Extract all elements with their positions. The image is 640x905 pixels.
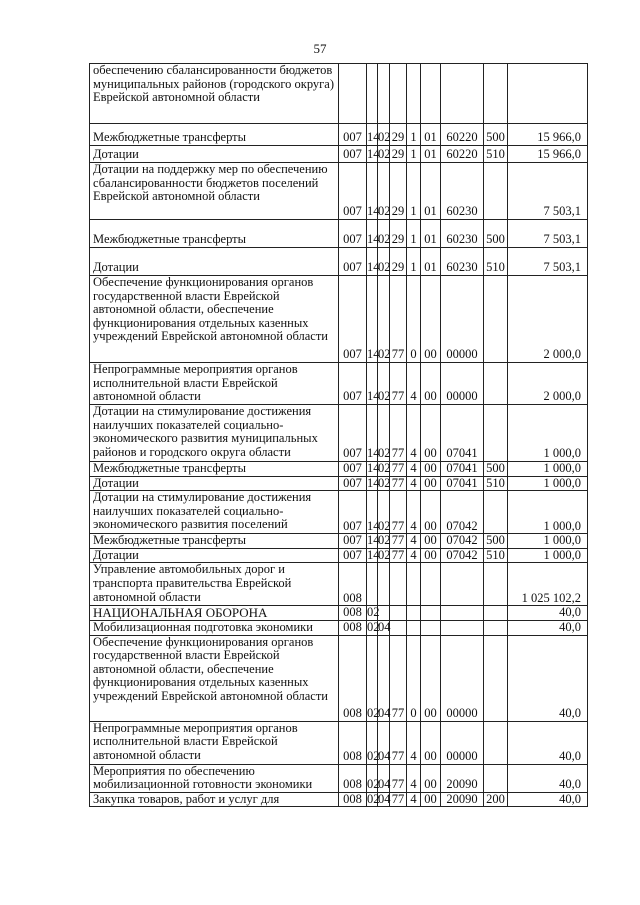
expense-name-cell: Мероприятия по обеспечению мобилизационной готовности экономики	[90, 764, 339, 792]
amount-cell: 40,0	[508, 620, 588, 635]
section-code-cell: 14	[367, 163, 378, 220]
expense-name-cell: Межбюджетные трансферты	[90, 124, 339, 146]
expense-name-cell: обеспечению сбалансированности бюджетов муниципальных районов (городского округа) Еврейской автономной области	[90, 64, 339, 124]
expense-name-cell: Обеспечение функционирования органов государственной власти Еврейской автономной области, обеспечение функционирования отдельных казенных учреждений Еврейской автономной области	[90, 276, 339, 363]
subprogram-code-cell: 4	[407, 491, 421, 534]
subsection-code-cell: 02	[378, 248, 390, 276]
direction-code-cell: 00000	[441, 363, 484, 405]
section-code-cell: 14	[367, 363, 378, 405]
table-row	[90, 792, 588, 807]
table-row	[90, 764, 588, 792]
program-code-cell: 77	[390, 476, 407, 491]
group-code-cell: 007	[339, 548, 367, 563]
section-code-cell: 02	[367, 605, 380, 620]
expense-name-cell: Межбюджетные трансферты	[90, 220, 339, 248]
expense-type-cell	[484, 405, 508, 462]
expense-name-cell: Закупка товаров, работ и услуг для	[90, 792, 339, 807]
expense-type-cell	[484, 163, 508, 220]
program-code-cell: 77	[390, 721, 407, 764]
subprogram-code-cell	[407, 64, 421, 124]
direction-code-cell: 07042	[441, 534, 484, 549]
activity-code-cell: 00	[421, 476, 441, 491]
section-code-cell	[367, 64, 378, 124]
activity-code-cell: 00	[421, 792, 441, 807]
subsection-code-cell: 02	[378, 163, 390, 220]
section-code-cell: 02	[367, 721, 378, 764]
direction-code-cell: 60220	[441, 124, 484, 146]
program-code-cell: 77	[390, 635, 407, 721]
table-row	[90, 548, 588, 563]
section-code-cell: 14	[367, 533, 380, 548]
subprogram-code-cell: 4	[407, 405, 421, 462]
table-row	[90, 64, 588, 124]
subprogram-code-cell	[407, 606, 421, 621]
group-code-cell: 008	[339, 563, 367, 606]
activity-code-cell: 00	[421, 764, 441, 792]
expense-type-cell	[484, 764, 508, 792]
group-code-cell: 007	[339, 462, 367, 477]
program-code-cell	[390, 606, 407, 621]
section-code-cell: 14	[367, 147, 380, 162]
subprogram-code-cell: 0	[407, 276, 421, 363]
section-code-cell: 14	[367, 491, 378, 534]
program-code-cell: 77	[390, 405, 407, 462]
direction-code-cell: 07041	[441, 405, 484, 462]
subprogram-code-cell: 1	[407, 248, 421, 276]
subprogram-code-cell: 4	[407, 792, 421, 807]
activity-code-cell: 00	[421, 534, 441, 549]
subsection-code-cell: 04	[378, 721, 390, 764]
table-row	[90, 363, 588, 405]
activity-code-cell: 00	[421, 721, 441, 764]
group-code-cell: 007	[339, 534, 367, 549]
program-code-cell	[390, 620, 407, 635]
amount-cell: 2 000,0	[508, 276, 588, 363]
activity-code-cell: 01	[421, 163, 441, 220]
direction-code-cell: 00000	[441, 721, 484, 764]
table-row	[90, 721, 588, 764]
section-code-cell: 14	[367, 405, 378, 462]
amount-cell: 1 000,0	[508, 405, 588, 462]
expense-type-cell	[484, 363, 508, 405]
expense-name-cell: Дотации на стимулирование достижения наилучших показателей социально-экономического развития муниципальных районов и городского округа области	[90, 405, 339, 462]
expense-type-cell: 500	[484, 462, 508, 477]
section-code-cell	[367, 563, 378, 606]
table-row	[90, 405, 588, 462]
section-code-cell: 14	[367, 461, 380, 475]
program-code-cell: 29	[390, 163, 407, 220]
program-code-cell	[390, 64, 407, 124]
expense-type-cell: 500	[484, 220, 508, 248]
program-code-cell: 29	[390, 124, 407, 146]
subsection-code-cell: 02	[378, 147, 391, 162]
program-code-cell: 77	[390, 276, 407, 363]
group-code-cell: 008	[339, 721, 367, 764]
direction-code-cell	[441, 64, 484, 124]
activity-code-cell: 00	[421, 363, 441, 405]
subprogram-code-cell: 4	[407, 721, 421, 764]
expense-name-cell: Мобилизационная подготовка экономики	[90, 620, 339, 635]
direction-code-cell: 00000	[441, 635, 484, 721]
table-row	[90, 635, 588, 721]
table-row	[90, 491, 588, 534]
direction-code-cell: 60230	[441, 163, 484, 220]
group-code-cell: 007	[339, 363, 367, 405]
amount-cell	[508, 64, 588, 124]
subsection-code-cell: 02	[378, 220, 390, 248]
expense-type-cell	[484, 606, 508, 621]
expense-name-cell: Дотации на поддержку мер по обеспечению сбалансированности бюджетов поселений Еврейской автономной области	[90, 163, 339, 220]
group-code-cell: 007	[339, 491, 367, 534]
program-code-cell: 77	[390, 548, 407, 563]
expense-name-cell: Межбюджетные трансферты	[90, 462, 339, 477]
direction-code-cell: 00000	[441, 276, 484, 363]
expense-type-cell: 500	[484, 124, 508, 146]
subsection-code-cell	[378, 64, 390, 124]
amount-cell: 40,0	[508, 764, 588, 792]
expense-type-cell	[484, 491, 508, 534]
table-row	[90, 476, 588, 491]
section-code-cell: 14	[367, 547, 380, 562]
amount-cell: 15 966,0	[508, 124, 588, 146]
subsection-code-cell: 04	[378, 764, 390, 792]
group-code-cell: 007	[339, 124, 367, 146]
amount-cell: 1 000,0	[508, 491, 588, 534]
amount-cell: 40,0	[508, 721, 588, 764]
section-code-cell: 02	[367, 791, 380, 806]
expense-type-cell	[484, 563, 508, 606]
amount-cell: 7 503,1	[508, 220, 588, 248]
expense-type-cell: 200	[484, 792, 508, 807]
table-row	[90, 146, 588, 163]
group-code-cell	[339, 64, 367, 124]
subprogram-code-cell: 4	[407, 462, 421, 477]
amount-cell: 15 966,0	[508, 146, 588, 163]
group-code-cell: 008	[339, 606, 367, 621]
direction-code-cell: 07041	[441, 476, 484, 491]
table-row	[90, 563, 588, 606]
group-code-cell: 008	[339, 620, 367, 635]
program-code-cell: 77	[390, 462, 407, 477]
program-code-cell: 29	[390, 248, 407, 276]
subsection-code-cell: 02	[378, 533, 391, 548]
amount-cell: 40,0	[508, 606, 588, 621]
activity-code-cell	[421, 620, 441, 635]
group-code-cell: 008	[339, 792, 367, 807]
program-code-cell	[390, 563, 407, 606]
amount-cell: 2 000,0	[508, 363, 588, 405]
section-code-cell: 14	[367, 124, 378, 146]
program-code-cell: 77	[390, 491, 407, 534]
amount-cell: 1 000,0	[508, 548, 588, 563]
section-code-cell: 14	[367, 475, 380, 490]
expense-type-cell: 510	[484, 548, 508, 563]
activity-code-cell	[421, 64, 441, 124]
activity-code-cell	[421, 563, 441, 606]
program-code-cell: 77	[390, 534, 407, 549]
subprogram-code-cell: 4	[407, 534, 421, 549]
expense-type-cell	[484, 635, 508, 721]
direction-code-cell: 20090	[441, 792, 484, 807]
section-code-cell: 02	[367, 635, 378, 721]
activity-code-cell: 01	[421, 220, 441, 248]
activity-code-cell: 00	[421, 276, 441, 363]
expense-type-cell	[484, 721, 508, 764]
direction-code-cell: 60230	[441, 220, 484, 248]
direction-code-cell: 07042	[441, 491, 484, 534]
expense-name-cell: Управление автомобильных дорог и транспорта правительства Еврейской автономной области	[90, 563, 339, 606]
group-code-cell: 007	[339, 146, 367, 163]
amount-cell: 7 503,1	[508, 248, 588, 276]
subsection-code-cell: 02	[378, 405, 390, 462]
amount-cell: 1 000,0	[508, 476, 588, 491]
subprogram-code-cell: 0	[407, 635, 421, 721]
direction-code-cell: 07042	[441, 548, 484, 563]
subsection-code-cell: 04	[378, 635, 390, 721]
direction-code-cell: 07041	[441, 462, 484, 477]
table-row	[90, 462, 588, 477]
activity-code-cell: 00	[421, 548, 441, 563]
expense-type-cell	[484, 276, 508, 363]
group-code-cell: 007	[339, 405, 367, 462]
amount-cell: 1 025 102,2	[508, 563, 588, 606]
amount-cell: 7 503,1	[508, 163, 588, 220]
table-row	[90, 620, 588, 635]
subprogram-code-cell: 1	[407, 124, 421, 146]
subprogram-code-cell: 4	[407, 363, 421, 405]
section-code-cell: 02	[367, 764, 378, 792]
program-code-cell: 29	[390, 146, 407, 163]
expense-name-cell: Непрограммные мероприятия органов исполнительной власти Еврейской автономной области	[90, 721, 339, 764]
amount-cell: 1 000,0	[508, 462, 588, 477]
subsection-code-cell: 02	[378, 461, 391, 475]
program-code-cell: 77	[390, 792, 407, 807]
amount-cell: 40,0	[508, 792, 588, 807]
table-row	[90, 220, 588, 248]
subprogram-code-cell: 1	[407, 163, 421, 220]
subsection-code-cell	[378, 563, 390, 606]
expense-type-cell	[484, 64, 508, 124]
subprogram-code-cell: 1	[407, 146, 421, 163]
group-code-cell: 007	[339, 248, 367, 276]
expense-name-cell: Непрограммные мероприятия органов исполнительной власти Еврейской автономной области	[90, 363, 339, 405]
activity-code-cell: 01	[421, 146, 441, 163]
group-code-cell: 008	[339, 635, 367, 721]
subsection-code-cell: 02	[378, 124, 390, 146]
expense-type-cell	[484, 620, 508, 635]
section-code-cell: 14	[367, 248, 378, 276]
expense-type-cell: 500	[484, 534, 508, 549]
subsection-code-cell: 02	[378, 363, 390, 405]
activity-code-cell: 00	[421, 462, 441, 477]
section-code-cell: 14	[367, 220, 378, 248]
table-row	[90, 248, 588, 276]
expense-type-cell: 510	[484, 146, 508, 163]
expense-name-cell: Дотации	[90, 248, 339, 276]
expense-name-cell: Дотации	[90, 476, 339, 491]
direction-code-cell: 60230	[441, 248, 484, 276]
expense-name-cell: НАЦИОНАЛЬНАЯ ОБОРОНА	[90, 606, 339, 621]
activity-code-cell	[421, 606, 441, 621]
subprogram-code-cell: 4	[407, 476, 421, 491]
program-code-cell: 29	[390, 220, 407, 248]
group-code-cell: 007	[339, 163, 367, 220]
expense-name-cell: Дотации	[90, 146, 339, 163]
table-row	[90, 163, 588, 220]
group-code-cell: 008	[339, 764, 367, 792]
table-row	[90, 124, 588, 146]
subprogram-code-cell: 4	[407, 548, 421, 563]
table-row	[90, 534, 588, 549]
group-code-cell: 007	[339, 476, 367, 491]
direction-code-cell	[441, 620, 484, 635]
activity-code-cell: 00	[421, 491, 441, 534]
expense-name-cell: Обеспечение функционирования органов государственной власти Еврейской автономной области, обеспечение функционирования отдельных казенных учреждений Еврейской автономной области	[90, 635, 339, 721]
subsection-code-cell: 02	[378, 276, 390, 363]
direction-code-cell: 20090	[441, 764, 484, 792]
subprogram-code-cell	[407, 563, 421, 606]
expense-name-cell: Дотации на стимулирование достижения наилучших показателей социально-экономического развития поселений	[90, 491, 339, 534]
subprogram-code-cell	[407, 620, 421, 635]
subsection-code-cell: 02	[378, 491, 390, 534]
subsection-code-cell: 04	[378, 619, 391, 634]
activity-code-cell: 00	[421, 405, 441, 462]
table-row	[90, 276, 588, 363]
expense-name-cell: Дотации	[90, 548, 339, 563]
subsection-code-cell: 04	[378, 791, 391, 806]
expense-type-cell: 510	[484, 476, 508, 491]
subprogram-code-cell: 4	[407, 764, 421, 792]
amount-cell: 40,0	[508, 635, 588, 721]
activity-code-cell: 01	[421, 124, 441, 146]
amount-cell: 1 000,0	[508, 534, 588, 549]
direction-code-cell: 60220	[441, 146, 484, 163]
group-code-cell: 007	[339, 220, 367, 248]
activity-code-cell: 01	[421, 248, 441, 276]
program-code-cell: 77	[390, 363, 407, 405]
program-code-cell: 77	[390, 764, 407, 792]
section-code-cell: 02	[367, 619, 380, 634]
direction-code-cell	[441, 606, 484, 621]
subprogram-code-cell: 1	[407, 220, 421, 248]
expense-type-cell: 510	[484, 248, 508, 276]
budget-table	[89, 63, 588, 807]
activity-code-cell: 00	[421, 635, 441, 721]
subsection-code-cell: 02	[378, 547, 391, 562]
direction-code-cell	[441, 563, 484, 606]
table-row	[90, 606, 588, 621]
subsection-code-cell: 02	[378, 475, 391, 490]
page-number: 57	[313, 41, 327, 56]
expense-name-cell: Межбюджетные трансферты	[90, 534, 339, 549]
section-code-cell: 14	[367, 276, 378, 363]
group-code-cell: 007	[339, 276, 367, 363]
